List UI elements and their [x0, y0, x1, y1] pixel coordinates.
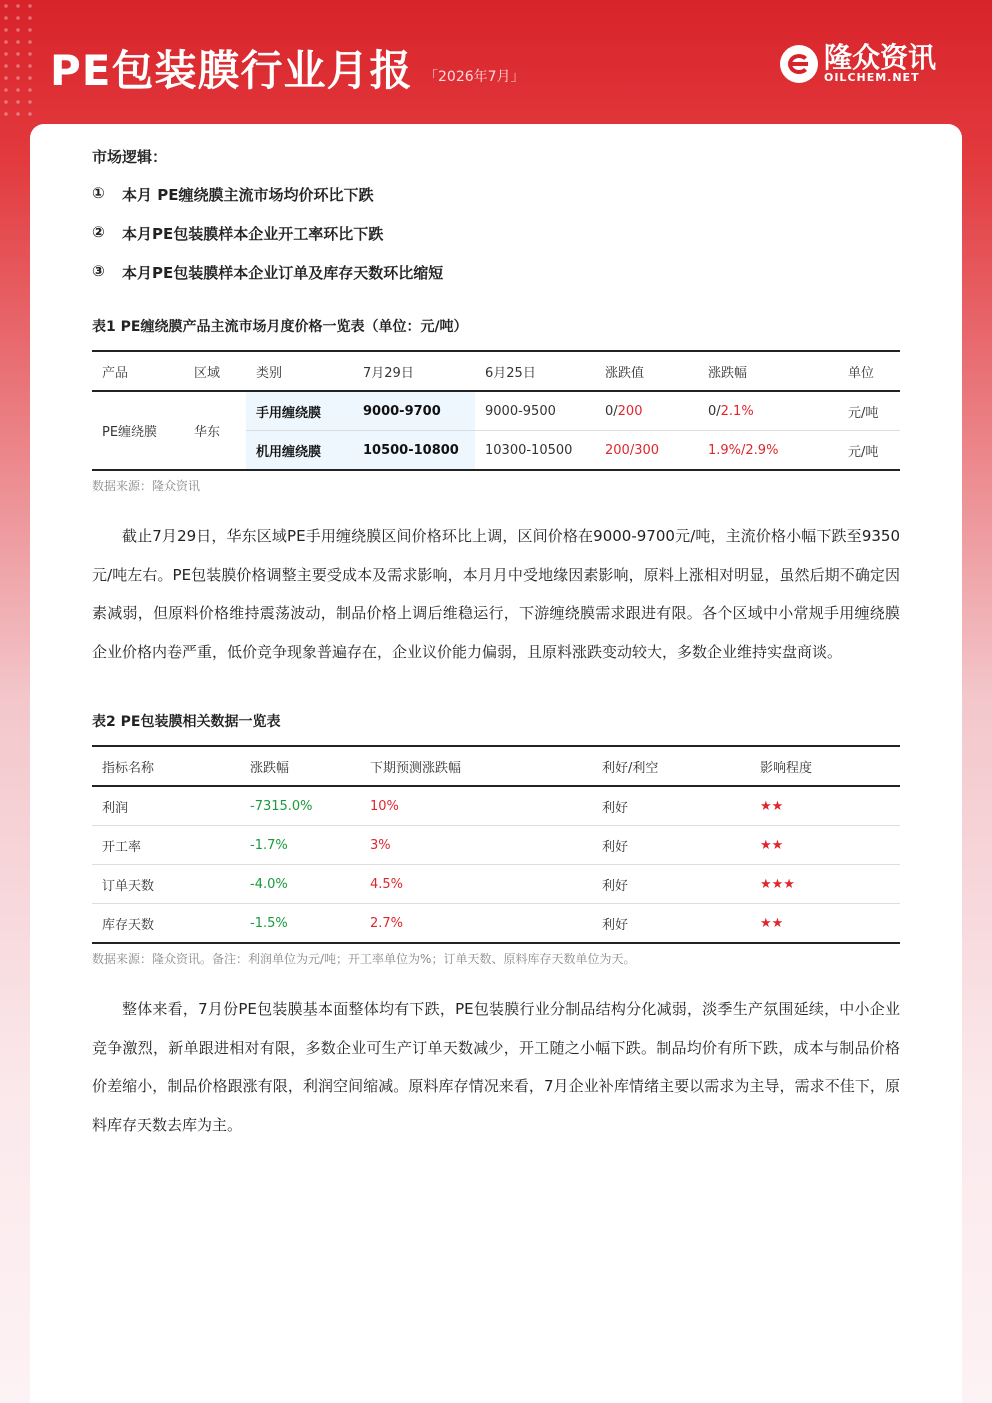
logo-text-cn: 隆众资讯 — [823, 41, 936, 74]
impact-stars: ★★ — [750, 826, 900, 865]
logic-item: ① 本月 PE缠绕膜主流市场均价环比下跌 — [92, 184, 374, 204]
indicator-table — [92, 745, 900, 944]
region-cell: 华东 — [184, 391, 246, 470]
unit-cell: 元/吨 — [838, 391, 900, 431]
unit-cell: 元/吨 — [838, 431, 900, 471]
impact-stars: ★★ — [750, 786, 900, 826]
table-header-row — [92, 746, 900, 786]
category-cell: 手用缠绕膜 — [246, 391, 353, 431]
report-card — [30, 124, 962, 1403]
oilchem-logo — [780, 41, 936, 84]
header-dot-pattern — [0, 0, 40, 120]
table-header-row — [92, 351, 900, 391]
column-header: 6月25日 — [485, 365, 536, 381]
table-row — [92, 391, 900, 431]
price-cell: 9000-9700 — [353, 391, 475, 431]
logo-text-en: OILCHEM.NET — [823, 71, 920, 84]
report-date: 「2026年7月」 — [424, 69, 525, 85]
column-header: 涨跌幅 — [250, 760, 290, 776]
table-row: 库存天数 -1.5% 2.7% 利好 ★★ — [92, 904, 900, 944]
logic-item: ③ 本月PE包装膜样本企业订单及库存天数环比缩短 — [92, 262, 444, 282]
logo-mark-icon — [780, 45, 818, 83]
table2-title: 表2 PE包装膜相关数据一览表 — [92, 714, 281, 730]
market-logic-title: 市场逻辑： — [92, 148, 168, 166]
column-header: 涨跌幅 — [708, 365, 748, 381]
column-header: 区域 — [194, 365, 221, 381]
column-header: 类别 — [256, 365, 283, 381]
analysis-paragraph-1: 截止7月29日，华东区域PE手用缠绕膜区间价格环比上调，区间价格在9000-9700元/吨，主流价格小幅下跌至9350元/吨左右。PE包装膜价格调整主要受成本及需求影响，本月月中受地缘因素影响，原料上涨相对明显，虽然后期不确定因素减弱，但原料价格维持震荡波动，制品价格上调后维稳运行，下游缠绕膜需求跟进有限。各个区域中小常规手用缠绕膜企业价格内卷严重，低价竞争现象普遍存在，企业议价能力偏弱，且原料涨跌变动较大，多数企业维持实盘商谈。 — [92, 527, 900, 661]
product-cell: PE缠绕膜 — [92, 391, 184, 470]
price-cell: 10500-10800 — [353, 431, 475, 471]
change-cell: 0/200 — [595, 391, 698, 431]
table1-source: 数据来源：隆众资讯 — [92, 479, 201, 493]
category-cell: 机用缠绕膜 — [246, 431, 353, 471]
impact-stars: ★★★ — [750, 865, 900, 904]
change-cell: 200/300 — [595, 431, 698, 471]
table-row: 订单天数 -4.0% 4.5% 利好 ★★★ — [92, 865, 900, 904]
price-cell: 9000-9500 — [475, 391, 595, 431]
column-header: 单位 — [848, 365, 875, 381]
logic-item: ② 本月PE包装膜样本企业开工率环比下跌 — [92, 223, 384, 243]
column-header: 下期预测涨跌幅 — [370, 760, 462, 776]
pct-cell: 0/2.1% — [698, 391, 838, 431]
column-header: 涨跌值 — [605, 365, 645, 381]
column-header: 指标名称 — [102, 760, 155, 776]
analysis-paragraph-2: 整体来看，7月份PE包装膜基本面整体均有下跌，PE包装膜行业分制品结构分化减弱，淡季生产氛围延续，中小企业竞争激烈，新单跟进相对有限，多数企业可生产订单天数减少，开工随之小幅下跌。制品均价有所下跌，成本与制品价格价差缩小，制品价格跟涨有限，利润空间缩减。原料库存情况来看，7月企业补库情绪主要以需求为主导，需求不佳下，原料库存天数去库为主。 — [92, 1000, 900, 1134]
price-table — [92, 350, 900, 471]
pct-cell: 1.9%/2.9% — [698, 431, 838, 471]
table-row: 开工率 -1.7% 3% 利好 ★★ — [92, 826, 900, 865]
impact-stars: ★★ — [750, 904, 900, 944]
column-header: 7月29日 — [363, 365, 414, 381]
column-header: 影响程度 — [760, 760, 813, 776]
table1-title: 表1 PE缠绕膜产品主流市场月度价格一览表（单位：元/吨） — [92, 319, 468, 335]
report-title: PE包装膜行业月报 — [50, 46, 413, 95]
table-row: 利润 -7315.0% 10% 利好 ★★ — [92, 786, 900, 826]
table2-source: 数据来源：隆众资讯。备注：利润单位为元/吨；开工率单位为%；订单天数、原料库存天数单位为天。 — [92, 952, 636, 966]
column-header: 产品 — [102, 365, 129, 381]
price-cell: 10300-10500 — [475, 431, 595, 471]
column-header: 利好/利空 — [602, 760, 659, 776]
